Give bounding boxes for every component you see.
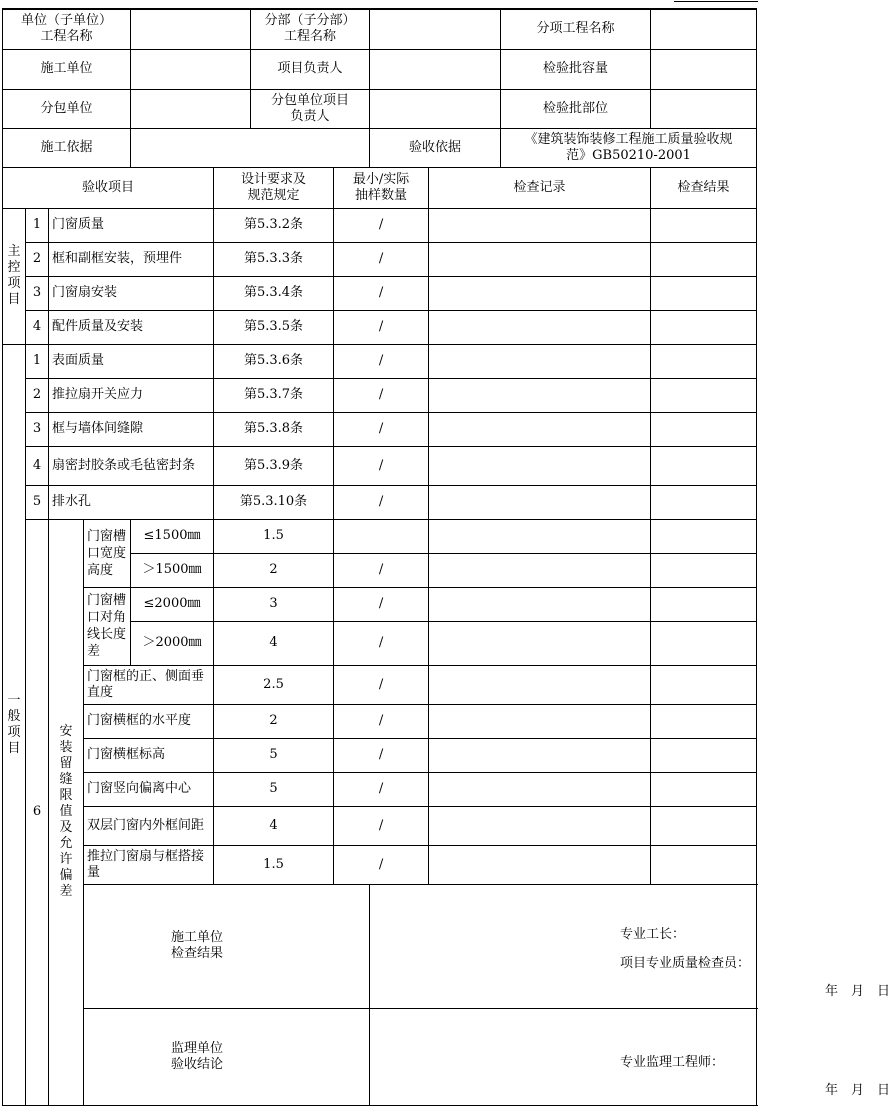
general-label: 一 般 项 目	[3, 344, 26, 1105]
main-control-label: 主 控 项 目	[3, 208, 26, 344]
result-cell[interactable]	[651, 519, 757, 553]
result-cell[interactable]	[651, 485, 757, 519]
col-item-header: 验收项目	[3, 167, 214, 208]
record-cell[interactable]	[429, 242, 651, 276]
subitem-name-label: 分项工程名称	[501, 9, 651, 49]
table-row: 门窗竖向偏离中心 5 /	[3, 772, 757, 806]
table-row: 门窗横框的水平度 2 /	[3, 704, 757, 738]
project-manager-label: 项目负责人	[251, 49, 370, 89]
record-cell[interactable]	[429, 519, 651, 553]
record-cell[interactable]	[429, 485, 651, 519]
table-row: 3 门窗扇安装 第5.3.4条 /	[3, 276, 757, 310]
basis-value[interactable]	[131, 128, 370, 167]
record-cell[interactable]	[429, 344, 651, 378]
result-cell[interactable]	[651, 446, 757, 485]
construction-unit-label: 施工单位	[3, 49, 131, 89]
supervision-label: 监理单位 验收结论	[84, 1008, 370, 1105]
col-record-header: 检查记录	[429, 167, 651, 208]
col-sample-header: 最小/实际 抽样数量	[334, 167, 429, 208]
supervision-area[interactable]	[370, 1008, 890, 1105]
top-rule	[674, 1, 758, 2]
table-row: 双层门窗内外框间距 4 /	[3, 806, 757, 845]
result-cell[interactable]	[651, 665, 757, 704]
subcontractor-label: 分包单位	[3, 89, 131, 128]
subcontractor-manager-label: 分包单位项目 负责人	[251, 89, 370, 128]
table-row: 2 推拉扇开关应力 第5.3.7条 /	[3, 378, 757, 412]
subitem-name-value[interactable]	[651, 9, 757, 49]
record-cell[interactable]	[429, 772, 651, 806]
result-cell[interactable]	[651, 276, 757, 310]
table-row: 5 排水孔 第5.3.10条 /	[3, 485, 757, 519]
result-cell[interactable]	[651, 704, 757, 738]
table-row: ＞1500㎜ 2 /	[3, 553, 757, 587]
result-cell[interactable]	[651, 772, 757, 806]
division-name-label: 分部（子分部） 工程名称	[251, 9, 370, 49]
record-cell[interactable]	[429, 412, 651, 446]
table-row: 主 控 项 目 1 门窗质量 第5.3.2条 /	[3, 208, 757, 242]
col-result-header: 检查结果	[651, 167, 757, 208]
record-cell[interactable]	[429, 276, 651, 310]
construction-result-area[interactable]	[370, 884, 890, 1008]
project-manager-value[interactable]	[370, 49, 501, 89]
foreman-label: 专业工长：	[620, 926, 686, 942]
result-cell[interactable]	[651, 553, 757, 587]
tolerance-label: 安 装 留 缝 限 值 及 允 许 偏 差	[49, 519, 84, 1105]
engineer-label: 专业监理工程师：	[620, 1054, 725, 1070]
construction-unit-value[interactable]	[131, 49, 251, 89]
result-cell[interactable]	[651, 621, 757, 665]
subcontractor-value[interactable]	[131, 89, 251, 128]
batch-location-label: 检验批部位	[501, 89, 651, 128]
table-row: 门窗横框标高 5 /	[3, 738, 757, 772]
result-cell[interactable]	[651, 344, 757, 378]
result-cell[interactable]	[651, 587, 757, 621]
table-row: 门窗框的正、侧面垂直度 2.5 /	[3, 665, 757, 704]
record-cell[interactable]	[429, 587, 651, 621]
table-row: ＞2000㎜ 4 /	[3, 621, 757, 665]
division-name-value[interactable]	[370, 9, 501, 49]
record-cell[interactable]	[429, 665, 651, 704]
result-cell[interactable]	[651, 242, 757, 276]
col-design-header: 设计要求及 规范规定	[214, 167, 334, 208]
table-row: 3 框与墙体间缝隙 第5.3.8条 /	[3, 412, 757, 446]
result-cell[interactable]	[651, 378, 757, 412]
table-row: 一 般 项 目 1 表面质量 第5.3.6条 /	[3, 344, 757, 378]
result-cell[interactable]	[651, 310, 757, 344]
acceptance-basis-label: 验收依据	[370, 128, 501, 167]
record-cell[interactable]	[429, 446, 651, 485]
construction-result-label: 施工单位 检查结果	[84, 884, 370, 1008]
inspector-label: 项目专业质量检查员：	[620, 955, 751, 971]
result-cell[interactable]	[651, 806, 757, 845]
record-cell[interactable]	[429, 208, 651, 242]
result-cell[interactable]	[651, 845, 757, 884]
result-cell[interactable]	[651, 208, 757, 242]
record-cell[interactable]	[429, 553, 651, 587]
inspection-form	[2, 8, 890, 1106]
batch-capacity-label: 检验批容量	[501, 49, 651, 89]
date-label: 年 月 日	[825, 1082, 890, 1098]
basis-label: 施工依据	[3, 128, 131, 167]
result-cell[interactable]	[651, 412, 757, 446]
date-label: 年 月 日	[825, 983, 890, 999]
record-cell[interactable]	[429, 806, 651, 845]
table-row: 6 安 装 留 缝 限 值 及 允 许 偏 差 门窗槽口宽度高度 ≤1500㎜ 1.5	[3, 519, 757, 553]
record-cell[interactable]	[429, 621, 651, 665]
batch-location-value[interactable]	[651, 89, 757, 128]
batch-capacity-value[interactable]	[651, 49, 757, 89]
record-cell[interactable]	[429, 704, 651, 738]
table-row: 4 配件质量及安装 第5.3.5条 /	[3, 310, 757, 344]
subcontractor-manager-value[interactable]	[370, 89, 501, 128]
acceptance-basis-value: 《建筑装饰装修工程施工质量验收规 范》GB50210-2001	[501, 128, 757, 167]
unit-name-value[interactable]	[131, 9, 251, 49]
record-cell[interactable]	[429, 845, 651, 884]
record-cell[interactable]	[429, 738, 651, 772]
table-row: 4 扇密封胶条或毛毡密封条 第5.3.9条 /	[3, 446, 757, 485]
table-row: 推拉门窗扇与框搭接量 1.5 /	[3, 845, 757, 884]
table-row: 门窗槽口对角线长度差 ≤2000㎜ 3 /	[3, 587, 757, 621]
table-row: 2 框和副框安装，预埋件 第5.3.3条 /	[3, 242, 757, 276]
result-cell[interactable]	[651, 738, 757, 772]
unit-name-label: 单位（子单位） 工程名称	[3, 9, 131, 49]
record-cell[interactable]	[429, 378, 651, 412]
record-cell[interactable]	[429, 310, 651, 344]
